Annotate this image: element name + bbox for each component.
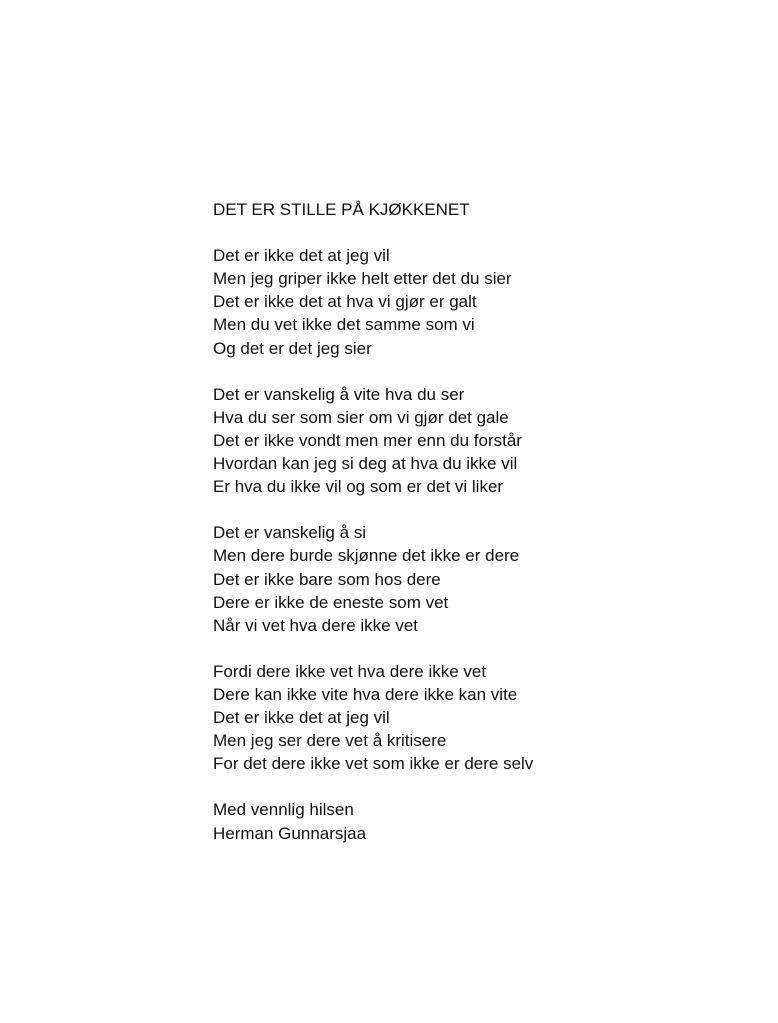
poem-line: Det er ikke det at hva vi gjør er galt — [213, 292, 477, 312]
poem-line: Er hva du ikke vil og som er det vi liker — [213, 477, 504, 497]
poem-line: Men dere burde skjønne det ikke er dere — [213, 546, 520, 566]
poem-line: Det er ikke det at jeg vil — [213, 708, 390, 728]
poem-line: Men jeg ser dere vet å kritisere — [213, 731, 447, 751]
poem-line: Og det er det jeg sier — [213, 338, 372, 358]
stanza-1 — [213, 244, 753, 359]
poem-line: Hvordan kan jeg si deg at hva du ikke vil — [213, 454, 518, 474]
poem-line: Hva du ser som sier om vi gjør det gale — [213, 407, 509, 427]
stanza-3 — [213, 521, 753, 636]
poem-line: Det er ikke vondt men mer enn du forstår — [213, 430, 522, 450]
poem-line: Når vi vet hva dere ikke vet — [213, 615, 419, 635]
poem-line: Det er vanskelig å vite hva du ser — [213, 384, 465, 404]
poem-text-block — [213, 198, 753, 845]
poem-line: Fordi dere ikke vet hva dere ikke vet — [213, 661, 487, 681]
poem-line: Men jeg griper ikke helt etter det du sier — [213, 269, 512, 289]
poem-line: Dere er ikke de eneste som vet — [213, 592, 449, 612]
poem-line: Det er ikke det at jeg vil — [213, 246, 390, 266]
poem-line: Det er ikke bare som hos dere — [213, 569, 441, 589]
poem-line: Men du vet ikke det samme som vi — [213, 315, 475, 335]
poem-line: Det er vanskelig å si — [213, 523, 367, 543]
poem-line: For det dere ikke vet som ikke er dere selv — [213, 754, 534, 774]
poem-line: Dere kan ikke vite hva dere ikke kan vite — [213, 684, 518, 704]
stanza-4 — [213, 660, 753, 775]
poem-title: DET ER STILLE PÅ KJØKKENET — [213, 200, 470, 219]
signature-block — [213, 798, 753, 844]
author-name: Herman Gunnarsjaa — [213, 823, 367, 843]
stanza-2 — [213, 383, 753, 498]
closing-text: Med vennlig hilsen — [213, 800, 354, 820]
